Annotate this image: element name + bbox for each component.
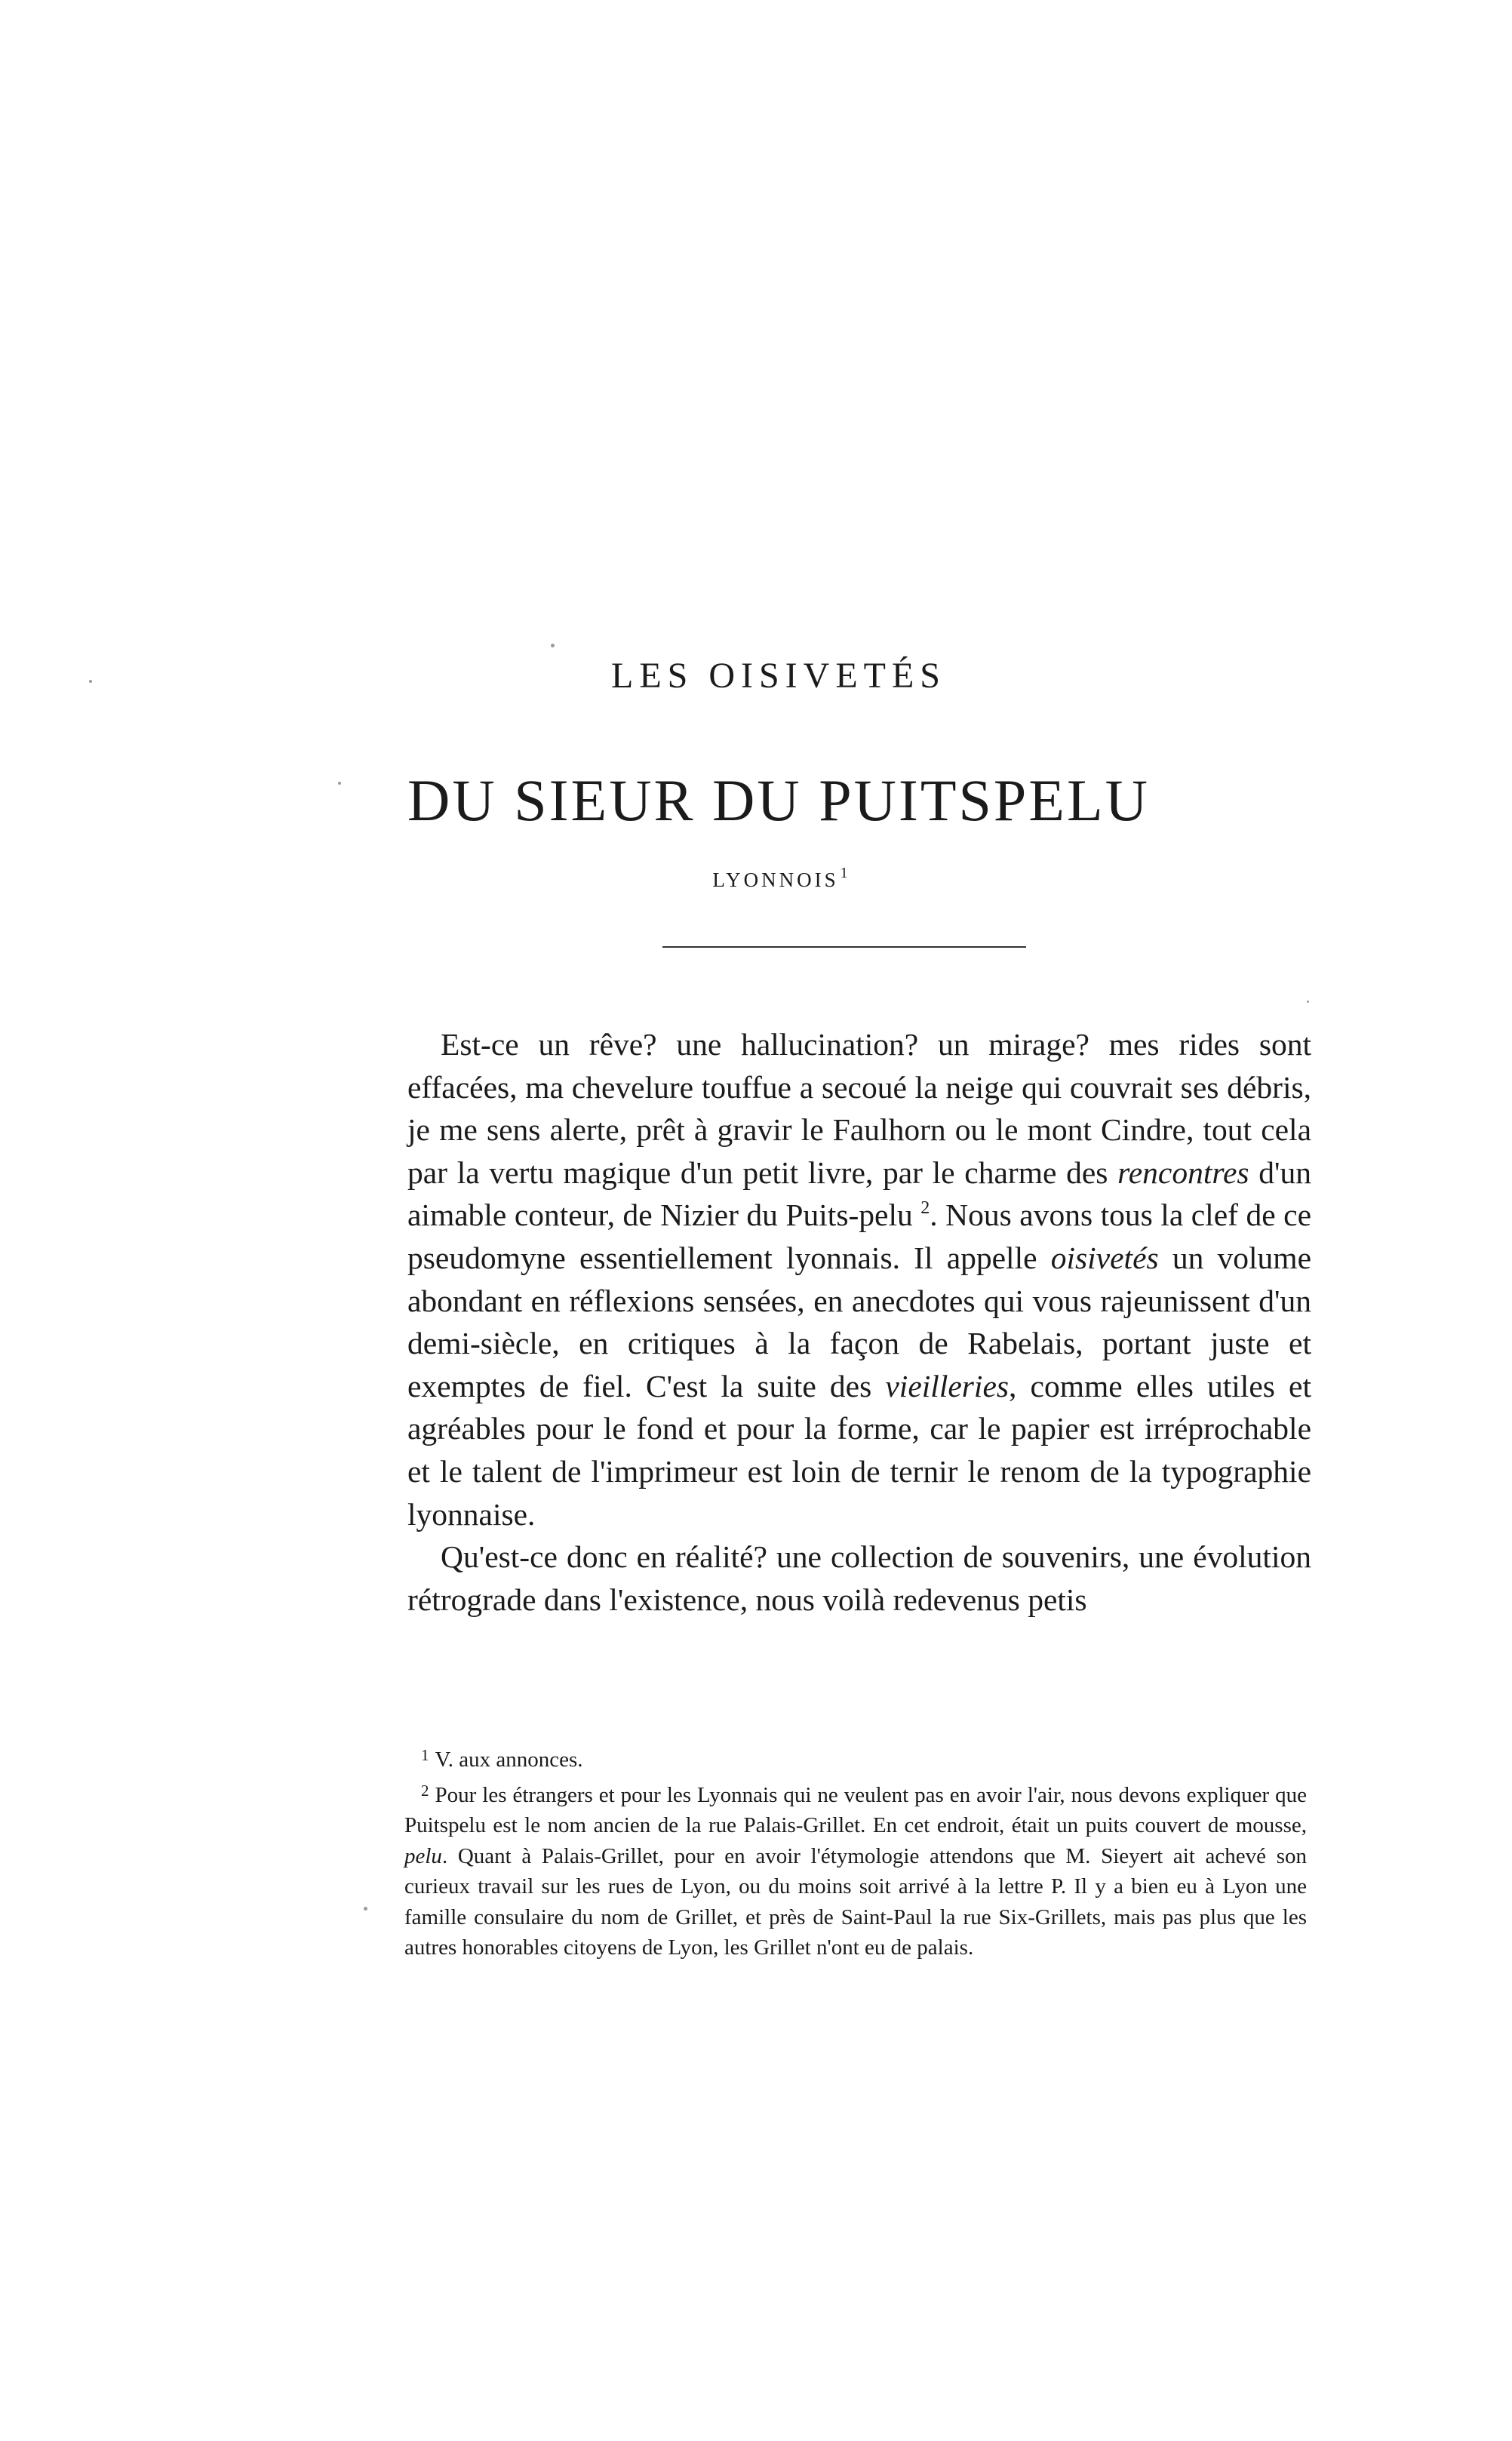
paragraph-1-text-c: . Nous avons tous la clef de ce pseudomyne essentiellement lyonnais. Il appelle	[407, 1197, 1311, 1275]
paper-speck	[1307, 1001, 1309, 1003]
subtitle	[0, 865, 1512, 892]
paragraph-1-text-e: , comme elles utiles et agréables pour le fond et pour la forme, car le papier est irréprochable et le talent de l'imprimeur est loin de ternir le renom de la typographie lyonnaise.	[407, 1368, 1311, 1532]
page-title: DU SIEUR DU PUITSPELU	[407, 767, 1150, 833]
emphasis-rencontres: rencontres	[1117, 1154, 1249, 1190]
paper-speck	[551, 644, 555, 647]
subtitle-text: LYONNOIS	[712, 868, 839, 891]
footnote-2-text-a: Pour les étrangers et pour les Lyonnais qui ne veulent pas en avoir l'air, nous devons expliquer que Puitspelu est le nom ancien de la rue Palais-Grillet. En cet endroit, était un puits couvert de mousse,	[404, 1782, 1307, 1837]
emphasis-oisivetes: oisivetés	[1050, 1240, 1159, 1275]
paragraph-1-text-d: un volume abondant en réflexions sensées, en anecdotes qui vous rajeunissent d'un demi-siècle, en critiques à la façon de Rabelais, portant juste et exemptes de fiel. C'est la suite des	[407, 1240, 1311, 1403]
paragraph-2: Qu'est-ce donc en réalité? une collection de souvenirs, une évolution rétrograde dans l'existence, nous voilà redevenus petis	[407, 1539, 1311, 1617]
footnote-2	[404, 1775, 1307, 1963]
paragraph-1-text-a: Est-ce un rêve? une hallucination? un mirage? mes rides sont effacées, ma chevelure touffue a secoué la neige qui couvrait ses débris, je me sens alerte, prêt à gravir le Faulhorn ou le mont Cindre, tout cela par la vertu magique d'un petit livre, par le charme des	[407, 1027, 1311, 1190]
footnote-1-mark: 1	[421, 1746, 429, 1764]
title-divider	[662, 946, 1026, 948]
paper-speck	[89, 680, 92, 683]
footnote-2-text-b: . Quant à Palais-Grillet, pour en avoir l'étymologie attendons que M. Sieyert ait achevé son curieux travail sur les rues de Lyon, ou du moins soit arrivé à la lettre P. Il y a bien eu à Lyon une famille consulaire du nom de Grillet, et près de Saint-Paul la rue Six-Grillets, mais pas plus que les autres honorables citoyens de Lyon, les Grillet n'ont eu de palais.	[404, 1843, 1307, 1960]
subtitle-footnote-ref: 1	[840, 865, 848, 881]
supertitle: LES OISIVETÉS	[611, 656, 946, 696]
footnotes	[404, 1740, 1307, 1963]
emphasis-pelu: pelu	[404, 1843, 442, 1868]
paragraph-1-text-b: d'un aimable conteur, de Nizier du Puits-pelu	[407, 1154, 1311, 1233]
footnote-2-mark: 2	[421, 1781, 429, 1800]
main-text	[407, 1023, 1311, 1621]
footnote-ref-2: 2	[920, 1198, 930, 1219]
paper-speck	[338, 782, 341, 785]
footnote-1-text: V. aux annonces.	[435, 1748, 583, 1772]
paper-speck	[364, 1907, 367, 1911]
emphasis-vieilleries: vieilleries	[885, 1368, 1010, 1403]
paragraph-1	[407, 1023, 1311, 1536]
footnote-1	[404, 1740, 1307, 1775]
